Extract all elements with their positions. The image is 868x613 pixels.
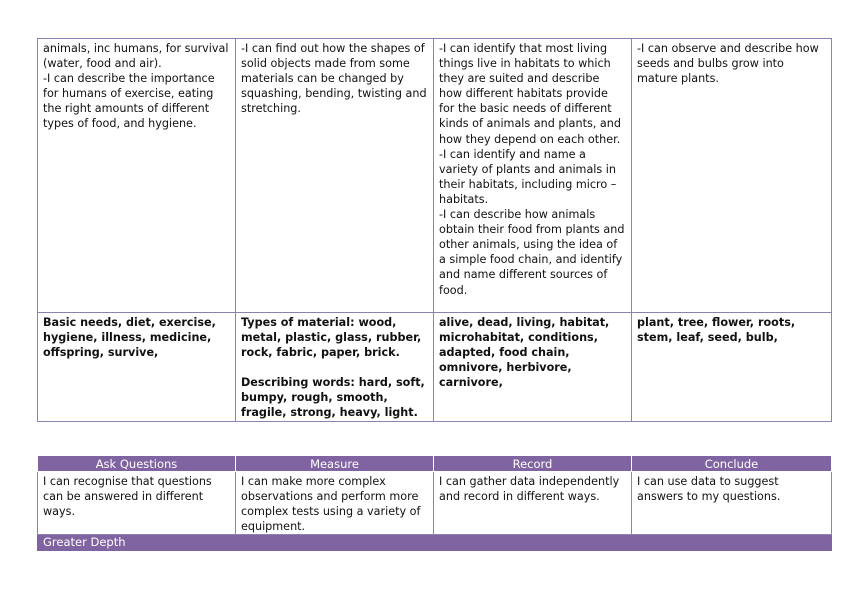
statement: animals, inc humans, for survival (water, food and air).	[43, 42, 229, 71]
vocabulary-text: Basic needs, diet, exercise, hygiene, illness, medicine, offspring, survive,	[43, 316, 216, 360]
vocabulary-cell-materials	[236, 313, 434, 422]
statement: -I can observe and describe how seeds and bulbs grow into mature plants.	[637, 42, 819, 86]
vocabulary-text: alive, dead, living, habitat, microhabitat, conditions, adapted, food chain, omnivore, herbivore, carnivore,	[439, 316, 610, 390]
skill-cell-measure: I can make more complex observations and perform more complex tests using a variety of equipment.	[236, 472, 434, 535]
statements-cell-plants	[632, 39, 832, 313]
vocabulary-row	[38, 313, 832, 422]
statements-cell-materials	[236, 39, 434, 313]
statement: -I can describe the importance for humans of exercise, eating the right amounts of different types of food, and hygiene.	[43, 72, 215, 131]
working-scientifically-table	[37, 455, 832, 551]
science-objectives-table	[37, 38, 832, 422]
header-row	[38, 456, 832, 472]
statements-row	[38, 39, 832, 313]
skills-row	[38, 472, 832, 535]
header-measure: Measure	[236, 456, 434, 472]
header-record: Record	[434, 456, 632, 472]
vocabulary-text: plant, tree, flower, roots, stem, leaf, seed, bulb,	[637, 316, 796, 345]
header-conclude: Conclude	[632, 456, 832, 472]
skill-cell-record: I can gather data independently and record in different ways.	[434, 472, 632, 535]
vocabulary-cell-habitats	[434, 313, 632, 422]
statements-cell-animals	[38, 39, 236, 313]
skill-cell-conclude: I can use data to suggest answers to my questions.	[632, 472, 832, 535]
statement: -I can identify that most living things live in habitats to which they are suited and describe how different habitats provide for the basic needs of different kinds of animals and plants, and how they depend on each other.	[439, 42, 621, 146]
vocabulary-cell-animals	[38, 313, 236, 422]
vocabulary-cell-plants	[632, 313, 832, 422]
vocabulary-text: Describing words: hard, soft, bumpy, rough, smooth, fragile, strong, heavy, light.	[241, 376, 425, 420]
spacer	[241, 360, 428, 375]
skill-cell-ask-questions: I can recognise that questions can be answered in different ways.	[38, 472, 236, 535]
statement: -I can describe how animals obtain their food from plants and other animals, using the idea of a simple food chain, and identify and name different sources of food.	[439, 208, 625, 297]
statement: -I can find out how the shapes of solid objects made from some materials can be changed by squashing, bending, twisting and stretching.	[241, 42, 427, 116]
vocabulary-text: Types of material: wood, metal, plastic, glass, rubber, rock, fabric, paper, brick.	[241, 316, 422, 360]
header-ask-questions: Ask Questions	[38, 456, 236, 472]
greater-depth-label: Greater Depth	[38, 535, 832, 551]
statement: -I can identify and name a variety of plants and animals in their habitats, including micro – habitats.	[439, 147, 617, 206]
greater-depth-row	[38, 535, 832, 551]
statements-cell-habitats	[434, 39, 632, 313]
